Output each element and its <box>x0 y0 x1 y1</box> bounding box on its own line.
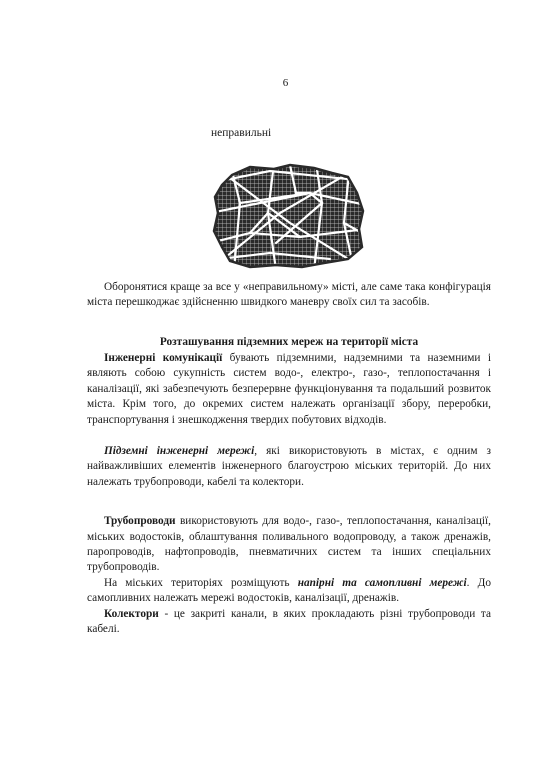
intro-text: Оборонятися краще за все у «неправильному» місті, але саме така конфігурація міста перешкоджає здійсненню швидкого маневру своїх сил та засобів. <box>87 281 491 309</box>
paragraph-5-text: - це закриті канали, в яких прокладають різні трубопроводи та кабелі. <box>87 607 491 636</box>
paragraph-4-text: . До самопливних належать мережі водостоків, каналізації, дренажів. <box>87 576 491 605</box>
irregular-city-plan-image <box>210 163 366 270</box>
section-body <box>87 351 491 638</box>
paragraph-engineering-communications <box>87 351 491 428</box>
page-number: 6 <box>282 77 289 89</box>
term-pipelines: Трубопроводи <box>103 515 176 528</box>
intro-paragraph <box>87 280 491 311</box>
paragraph-pressure-networks <box>87 576 491 607</box>
term-underground-networks: Підземні інженерні мережі <box>103 445 255 458</box>
section-title: Розташування підземних мереж на території міста <box>159 336 419 348</box>
term-collectors: Колектори <box>103 607 159 620</box>
paragraph-4-start: На міських територіях розміщують <box>103 576 298 589</box>
paragraph-pipelines <box>87 514 491 576</box>
paragraph-collectors <box>87 607 491 638</box>
paragraph-3-text: використовують для водо-, газо-, теплопостачання, каналізації, міських водостоків, облаштування поливального водопроводу, а також дренажів, паропроводів, нафтопроводів, пневматичних систем та інших спеціальних трубопроводів. <box>87 515 491 574</box>
paragraph-1-text: бувають підземними, надземними та наземними і являють собою сукупність систем водо-, електро-, газо-, теплопостачання і каналізації, які забезпечують безперервне функціонування та подальший розвиток міста. Крім того, до окремих систем належать організації збору, переробки, транспортування і знешкодження твердих побутових відходів. <box>87 352 491 426</box>
term-pressure-gravity-networks: напірні та самопливні мережі <box>297 576 467 589</box>
paragraph-underground-networks <box>87 444 491 490</box>
term-engineering-communications: Інженерні комунікації <box>103 352 223 364</box>
figure-caption: неправильні <box>211 127 272 139</box>
paragraph-2-text: , які використовують в містах, є одним з найважливіших елементів інженерного благоустрою міських територій. До них належать трубопроводи, кабелі та колектори. <box>87 445 491 488</box>
